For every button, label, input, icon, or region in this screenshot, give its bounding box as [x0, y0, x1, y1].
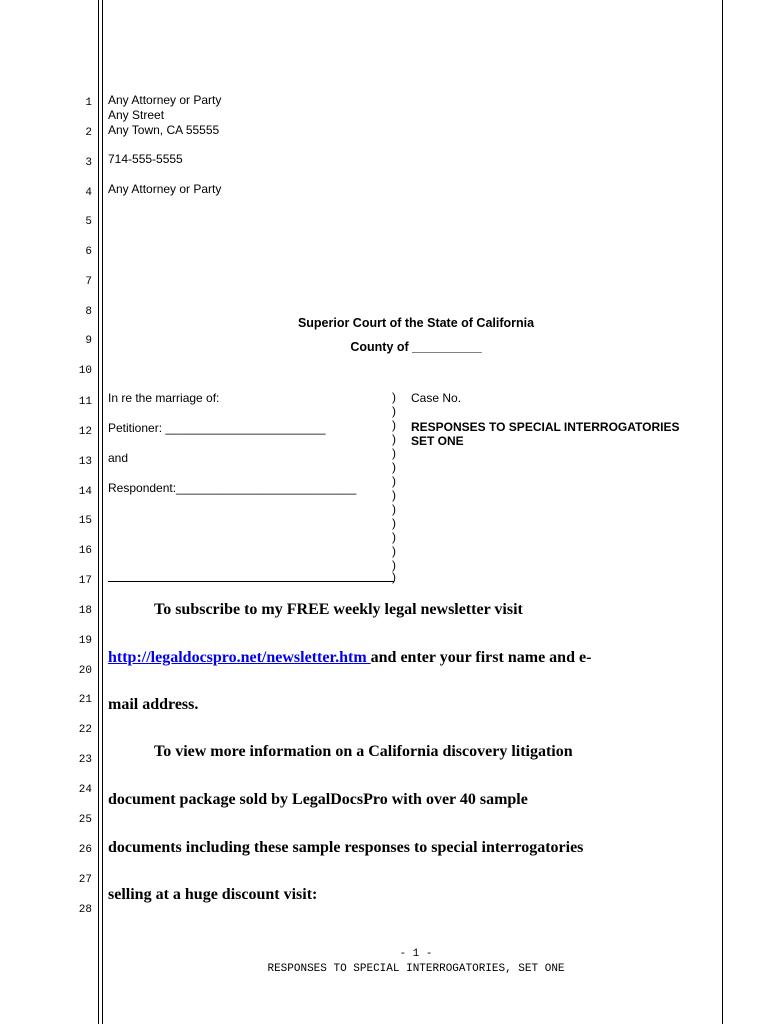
line-number: 19 [78, 635, 92, 647]
body-line [108, 649, 591, 667]
body-line: selling at a huge discount visit: [108, 886, 318, 903]
body-line: To view more information on a California discovery litigation [154, 743, 573, 760]
left-margin-rule-2 [102, 0, 103, 1024]
line-number: 8 [85, 306, 92, 318]
body-line: document package sold by LegalDocsPro with over 40 sample [108, 791, 528, 808]
paren: ) [392, 488, 396, 502]
paren: ) [392, 516, 396, 530]
paren: ) [392, 558, 396, 572]
court-name: Superior Court of the State of California [297, 316, 535, 330]
paren: ) [392, 404, 396, 418]
line-number: 6 [85, 246, 92, 258]
line-number: 17 [78, 575, 92, 587]
line-number: 23 [78, 754, 92, 766]
line-number: 2 [85, 127, 92, 139]
line-number: 22 [78, 724, 92, 736]
document-title-line1: RESPONSES TO SPECIAL INTERROGATORIES [411, 420, 680, 434]
line-number: 3 [85, 157, 92, 169]
line-number: 26 [78, 844, 92, 856]
line-number: 27 [78, 874, 92, 886]
right-margin-rule [722, 0, 723, 1024]
attorney-name: Any Attorney or Party [108, 93, 222, 107]
caption-petitioner: Petitioner: ________________________ [108, 421, 326, 435]
caption-respondent: Respondent:___________________________ [108, 481, 357, 495]
document-title-line2: SET ONE [411, 434, 464, 448]
court-county: County of __________ [350, 340, 482, 354]
body-line: mail address. [108, 696, 199, 713]
line-number: 18 [78, 605, 92, 617]
line-number: 9 [85, 335, 92, 347]
paren: ) [392, 530, 396, 544]
attorney-city: Any Town, CA 55555 [108, 123, 220, 137]
caption-and: and [108, 451, 129, 465]
line-number: 25 [78, 814, 92, 826]
line-number: 5 [85, 216, 92, 228]
attorney-for: Any Attorney or Party [108, 182, 222, 196]
attorney-phone: 714-555-5555 [108, 152, 183, 166]
body-line: To subscribe to my FREE weekly legal newsletter visit [154, 601, 523, 618]
line-number: 13 [78, 456, 92, 468]
line-number: 24 [78, 784, 92, 796]
line-number: 7 [85, 276, 92, 288]
left-margin-rule-1 [98, 0, 99, 1024]
line-number: 20 [78, 665, 92, 677]
paren: ) [392, 570, 396, 584]
line-number: 10 [78, 365, 92, 377]
paren: ) [392, 460, 396, 474]
newsletter-link[interactable]: http://legaldocspro.net/newsletter.htm [108, 649, 371, 666]
line-number: 12 [78, 426, 92, 438]
paren: ) [392, 390, 396, 404]
page-number: - 1 - [399, 948, 433, 960]
line-number: 16 [78, 545, 92, 557]
line-number: 1 [85, 97, 92, 109]
attorney-street: Any Street [108, 108, 165, 122]
paren: ) [392, 474, 396, 488]
paren: ) [392, 446, 396, 460]
line-number: 11 [78, 396, 92, 408]
line-number: 21 [78, 694, 92, 706]
line-number: 28 [78, 904, 92, 916]
line-number: 14 [78, 486, 92, 498]
caption-bottom-rule [108, 581, 394, 582]
body-line-text: and enter your first name and e- [370, 649, 592, 666]
paren: ) [392, 432, 396, 446]
paren: ) [392, 544, 396, 558]
paren: ) [392, 502, 396, 516]
line-number: 15 [78, 515, 92, 527]
case-number-label: Case No. [411, 391, 462, 405]
body-line: documents including these sample responses to special interrogatories [108, 839, 584, 856]
line-number: 4 [85, 187, 92, 199]
caption-in-re: In re the marriage of: [108, 391, 220, 405]
footer-title: RESPONSES TO SPECIAL INTERROGATORIES, SET ONE [267, 963, 565, 975]
paren: ) [392, 418, 396, 432]
